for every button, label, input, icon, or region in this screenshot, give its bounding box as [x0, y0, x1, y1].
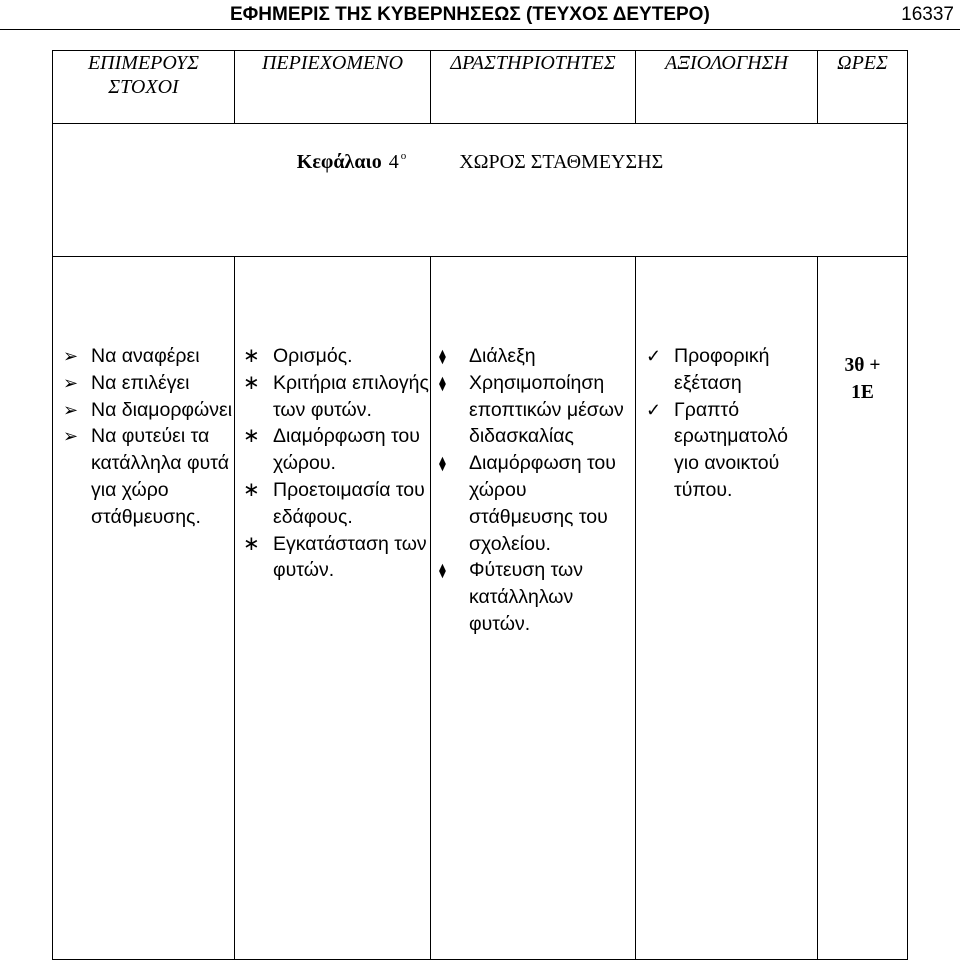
list-item-text: Εγκατάσταση των φυτών. [273, 532, 427, 582]
column-header: ΕΠΙΜΕΡΟΥΣ ΣΤΟΧΟΙ [53, 51, 235, 124]
list-item [235, 343, 430, 370]
chapter-label: Κεφάλαιο [296, 151, 382, 173]
list-item-text: Φύτευση των κατάλληλων φυτών. [469, 559, 583, 635]
arrow-bullet-icon: ➢ [63, 426, 79, 447]
column-header: ΠΕΡΙΕΧΟΜΕΝΟ [235, 51, 431, 124]
activities-list [431, 343, 635, 638]
list-item [431, 370, 635, 450]
asterisk-bullet-icon: ∗ [243, 345, 260, 367]
list-item [235, 531, 430, 585]
list-item [235, 477, 430, 531]
evaluation-list [636, 343, 817, 504]
list-item-text: Να επιλέγει [91, 371, 190, 394]
list-item [636, 343, 817, 397]
diamond-bullet-icon: ⧫ [439, 374, 446, 391]
list-item [235, 370, 430, 424]
content-list [235, 343, 430, 584]
list-item-text: Διαμόρφωση του χώρου στάθμευσης του σχολείου. [469, 452, 616, 555]
list-item-text: Προφορική εξέταση [674, 345, 770, 394]
diamond-bullet-icon: ⧫ [439, 348, 446, 364]
list-item-text: Να φυτεύει τα κατάλληλα φυτά για χώρο στάθμευσης. [91, 425, 229, 528]
list-item [53, 423, 234, 530]
asterisk-bullet-icon: ∗ [243, 425, 260, 448]
asterisk-bullet-icon: ∗ [243, 478, 260, 501]
column-header: ΑΞΙΟΛΟΓΗΣΗ [636, 51, 818, 124]
list-item [235, 423, 430, 477]
chapter-title: ΧΩΡΟΣ ΣΤΑΘΜΕΥΣΗΣ [459, 151, 664, 173]
list-item-text: Χρησιμοποίηση εποπτικών μέσων διδασκαλίας [469, 371, 624, 448]
list-item-text: Να διαμορφώνει [91, 398, 233, 421]
list-item [431, 343, 635, 370]
objectives-cell [53, 257, 235, 960]
chapter-number: 4 $^o$ [388, 150, 407, 173]
objectives-list [53, 343, 234, 531]
list-item-text: Κριτήρια επιλογής των φυτών. [273, 371, 429, 421]
list-item [636, 397, 817, 504]
asterisk-bullet-icon: ∗ [243, 532, 260, 555]
hours-cell [818, 257, 908, 960]
table-header-row [53, 51, 908, 124]
gazette-title: ΕΦΗΜΕΡΙΣ ΤΗΣ ΚΥΒΕΡΝΗΣΕΩΣ (ΤΕΥΧΟΣ ΔΕΥΤΕΡΟ) [230, 4, 710, 25]
content-cell [235, 257, 431, 960]
diamond-bullet-icon: ⧫ [439, 455, 446, 472]
page-number: 16337 [901, 4, 954, 25]
list-item [431, 557, 635, 637]
column-header: ΔΡΑΣΤΗΡΙΟΤΗΤΕΣ [431, 51, 636, 124]
page-header [0, 0, 960, 30]
list-item-text: Προετοιμασία του εδάφους. [273, 478, 425, 528]
evaluation-cell [636, 257, 818, 960]
diamond-bullet-icon: ⧫ [439, 562, 446, 579]
list-item [53, 397, 234, 424]
checkmark-bullet-icon: ✓ [646, 346, 662, 366]
curriculum-table [52, 50, 908, 960]
hours-value: 3θ + 1Ε [844, 355, 881, 403]
list-item-text: Διαμόρφωση του χώρου. [273, 425, 420, 475]
checkmark-bullet-icon: ✓ [646, 399, 662, 420]
list-item-text: Ορισμός. [273, 345, 353, 367]
column-header: ΩΡΕΣ [818, 51, 908, 124]
list-item-text: Γραπτό ερωτηματολό γιο ανοικτού τύπου. [674, 398, 788, 501]
content-row [53, 257, 908, 960]
chapter-row [53, 124, 908, 257]
arrow-bullet-icon: ➢ [63, 346, 79, 366]
activities-cell [431, 257, 636, 960]
list-item-text: Να αναφέρει [91, 345, 200, 367]
asterisk-bullet-icon: ∗ [243, 371, 260, 394]
list-item [53, 343, 234, 370]
list-item-text: Διάλεξη [469, 345, 536, 367]
list-item [431, 450, 635, 557]
arrow-bullet-icon: ➢ [63, 399, 79, 420]
chapter-cell [53, 124, 908, 257]
arrow-bullet-icon: ➢ [63, 372, 79, 393]
list-item [53, 370, 234, 397]
